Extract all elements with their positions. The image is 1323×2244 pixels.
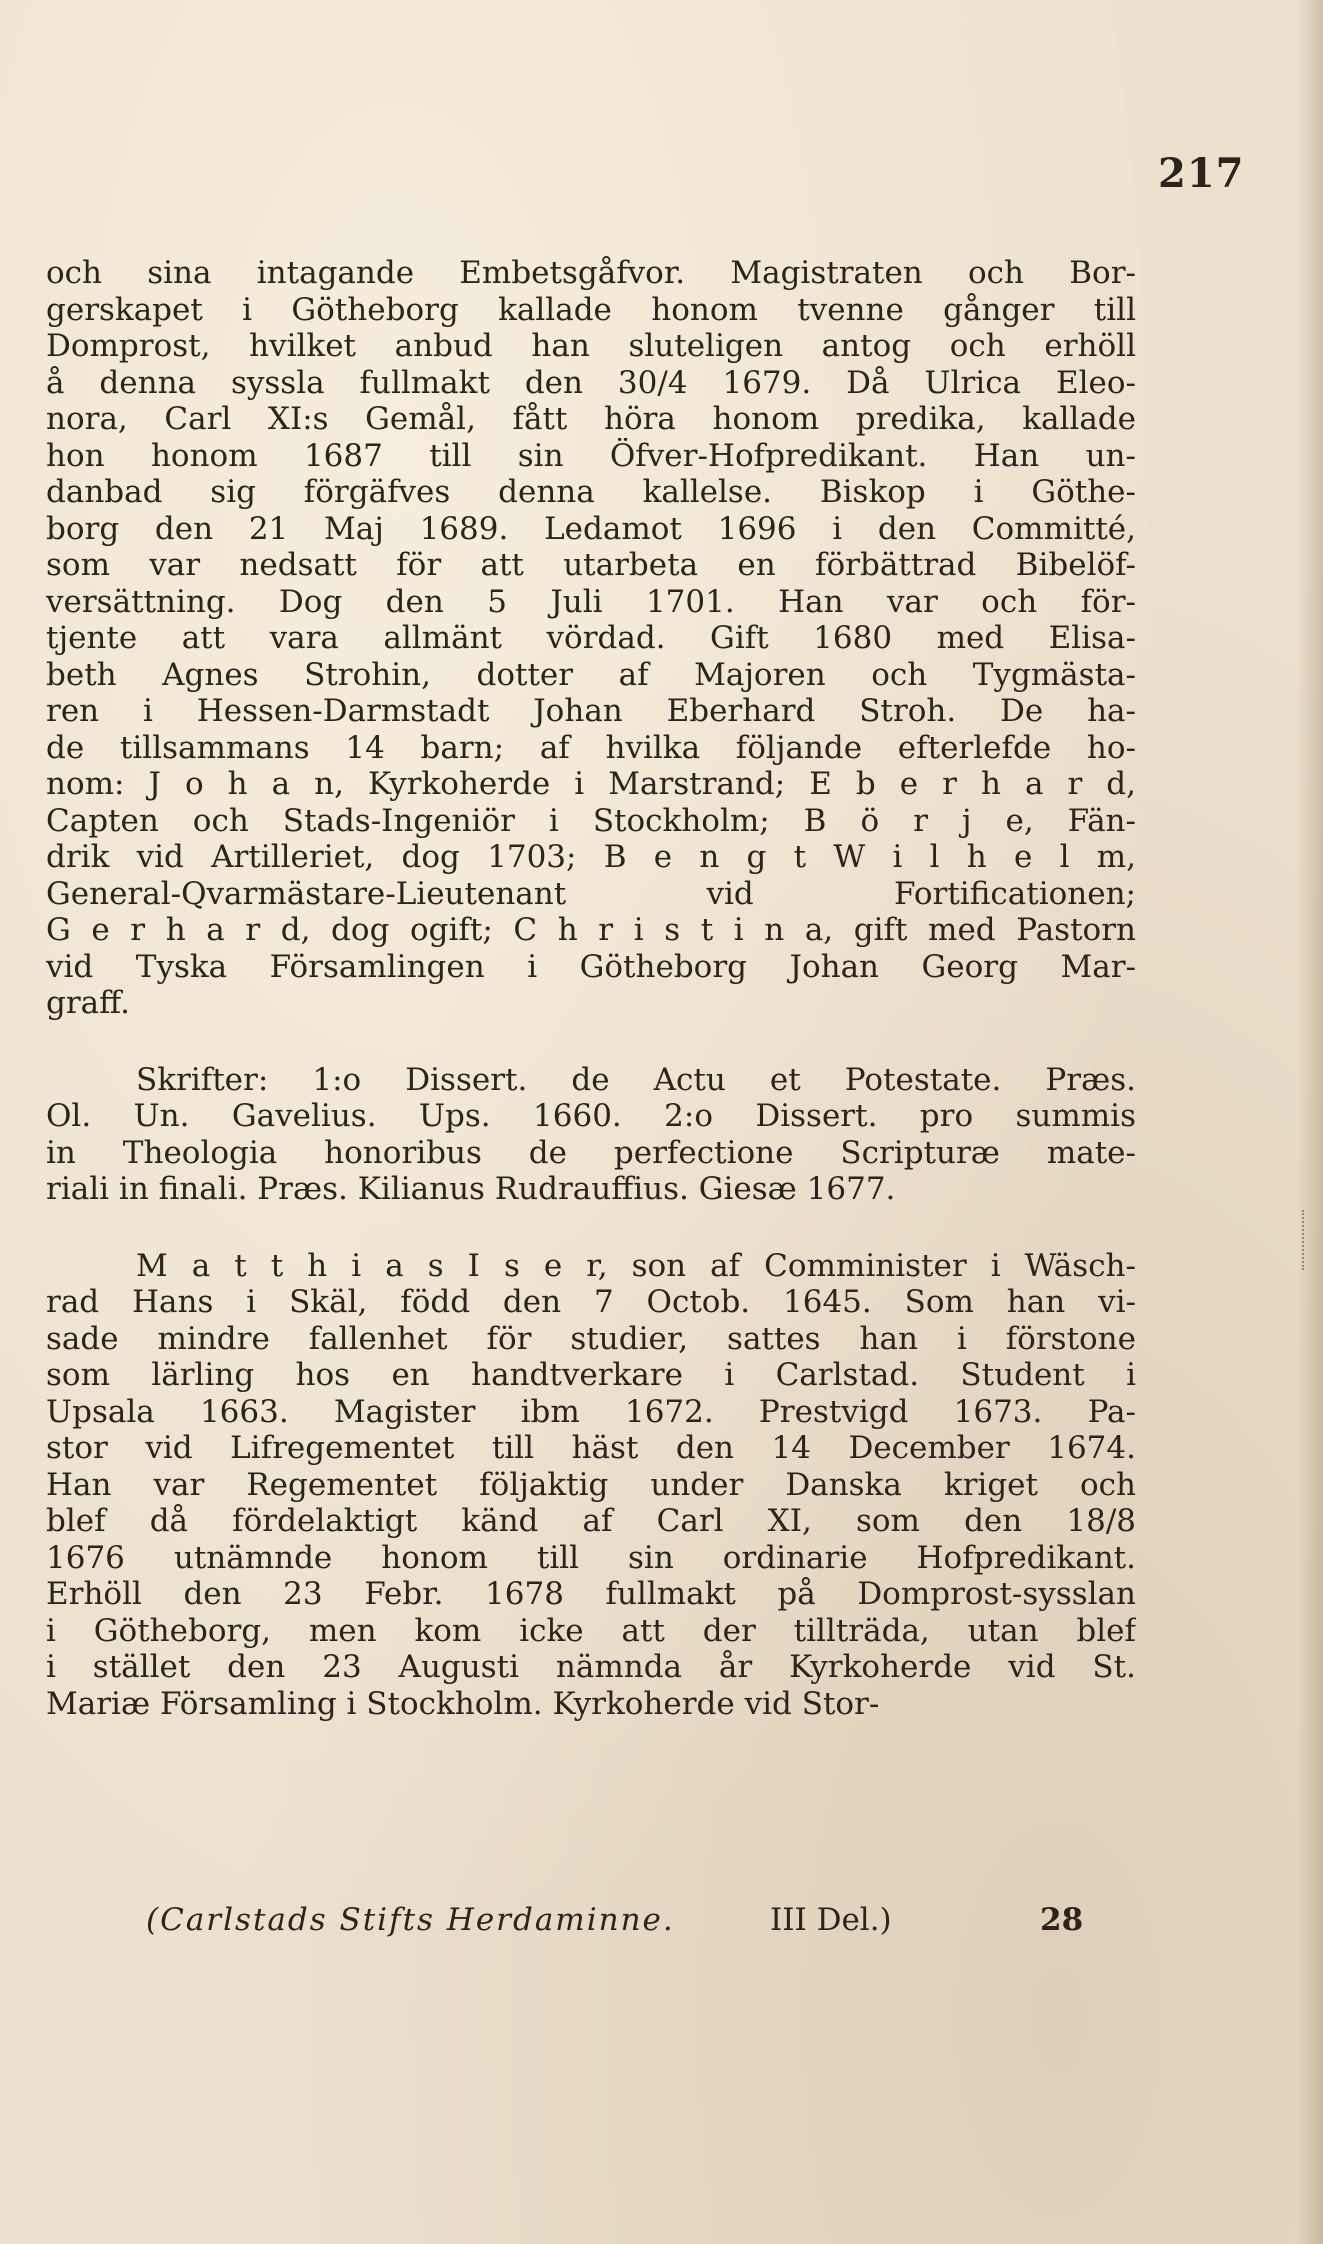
text-line: Capten och Stads-Ingeniör i Stockholm; B ö r j e, Fän-: [46, 802, 1136, 839]
text-line: G e r h a r d, dog ogift; C h r i s t i n a, gift med Pastorn: [46, 912, 1136, 948]
text-line: borg den 21 Maj 1689. Ledamot 1696 i den Committé,: [46, 510, 1136, 547]
page-edge-shadow: [1297, 0, 1323, 2244]
margin-mark: [1302, 1210, 1314, 1270]
text-line: vid Tyska Församlingen i Götheborg Johan Georg Mar-: [46, 948, 1136, 985]
text-line: hon honom 1687 till sin Öfver-Hofpredikant. Han un-: [46, 437, 1136, 474]
text-line: Upsala 1663. Magister ibm 1672. Prestvigd 1673. Pa-: [46, 1393, 1136, 1430]
text-line: tjente att vara allmänt vördad. Gift 1680 med Elisa-: [46, 620, 1136, 656]
paragraph-gap: [46, 1022, 1136, 1062]
text-line: å denna syssla fullmakt den 30/4 1679. Då Ulrica Eleo-: [46, 364, 1136, 401]
text-line: blef då fördelaktigt känd af Carl XI, som den 18/8: [46, 1503, 1136, 1539]
text-line: sade mindre fallenhet för studier, sattes han i förstone: [46, 1320, 1136, 1357]
text-line: stor vid Lifregementet till häst den 14 December 1674.: [46, 1430, 1136, 1466]
text-line: nora, Carl XI:s Gemål, fått höra honom predika, kallade: [46, 401, 1136, 437]
page-footer: [100, 1900, 1100, 1940]
text-line: Erhöll den 23 Febr. 1678 fullmakt på Domprost-sysslan: [46, 1576, 1136, 1612]
text-line: nom: J o h a n, Kyrkoherde i Marstrand; E b e r h a r d,: [46, 766, 1136, 802]
text-line: Skrifter: 1:o Dissert. de Actu et Potestate. Præs.: [136, 1061, 1136, 1098]
body-text: [46, 255, 1136, 1722]
footer-signature-mark: 28: [1040, 1902, 1084, 1938]
text-line: versättning. Dog den 5 Juli 1701. Han var och för-: [46, 583, 1136, 620]
text-line: drik vid Artilleriet, dog 1703; B e n g t W i l h e l m,: [46, 839, 1136, 875]
text-line: graff.: [46, 985, 130, 1021]
paragraph-matthias-iser: [46, 1248, 1136, 1723]
footer-source-title: (Carlstads Stifts Herdaminne.: [146, 1902, 675, 1938]
text-line: Mariæ Församling i Stockholm. Kyrkoherde vid Stor-: [46, 1685, 880, 1722]
text-line: 1676 utnämnde honom till sin ordinarie Hofpredikant.: [46, 1539, 1136, 1576]
text-line: Ol. Un. Gavelius. Ups. 1660. 2:o Dissert. pro summis: [46, 1098, 1136, 1134]
text-line: beth Agnes Strohin, dotter af Majoren och Tygmästa-: [46, 656, 1136, 693]
text-line: i Götheborg, men kom icke att der tillträda, utan blef: [46, 1612, 1136, 1649]
paragraph-writings: [46, 1062, 1136, 1208]
text-line: ren i Hessen-Darmstadt Johan Eberhard Stroh. De ha-: [46, 693, 1136, 729]
text-line: i stället den 23 Augusti nämnda år Kyrkoherde vid St.: [46, 1649, 1136, 1685]
text-line: Domprost, hvilket anbud han sluteligen antog och erhöll: [46, 328, 1136, 364]
text-line: de tillsammans 14 barn; af hvilka följande efterlefde ho-: [46, 729, 1136, 766]
footer-volume: III Del.): [770, 1902, 892, 1938]
page-number: 217: [1158, 150, 1245, 197]
paragraph-gap: [46, 1208, 1136, 1248]
text-line: som var nedsatt för att utarbeta en förbättrad Bibelöf-: [46, 547, 1136, 583]
text-line: M a t t h i a s I s e r, son af Comminister i Wäsch-: [136, 1247, 1136, 1284]
paragraph-biography-continued: [46, 255, 1136, 1022]
text-line: riali in finali. Præs. Kilianus Rudrauffius. Giesæ 1677.: [46, 1171, 896, 1207]
text-line: in Theologia honoribus de perfectione Scripturæ mate-: [46, 1134, 1136, 1171]
text-line: rad Hans i Skäl, född den 7 Octob. 1645. Som han vi-: [46, 1284, 1136, 1320]
text-line: som lärling hos en handtverkare i Carlstad. Student i: [46, 1357, 1136, 1393]
text-line: gerskapet i Götheborg kallade honom tvenne gånger till: [46, 291, 1136, 328]
text-line: danbad sig förgäfves denna kallelse. Biskop i Göthe-: [46, 474, 1136, 510]
text-line: General-Qvarmästare-Lieutenant vid Fortificationen;: [46, 875, 1136, 912]
text-line: och sina intagande Embetsgåfvor. Magistraten och Bor-: [46, 255, 1136, 291]
text-line: Han var Regementet följaktig under Danska kriget och: [46, 1466, 1136, 1503]
